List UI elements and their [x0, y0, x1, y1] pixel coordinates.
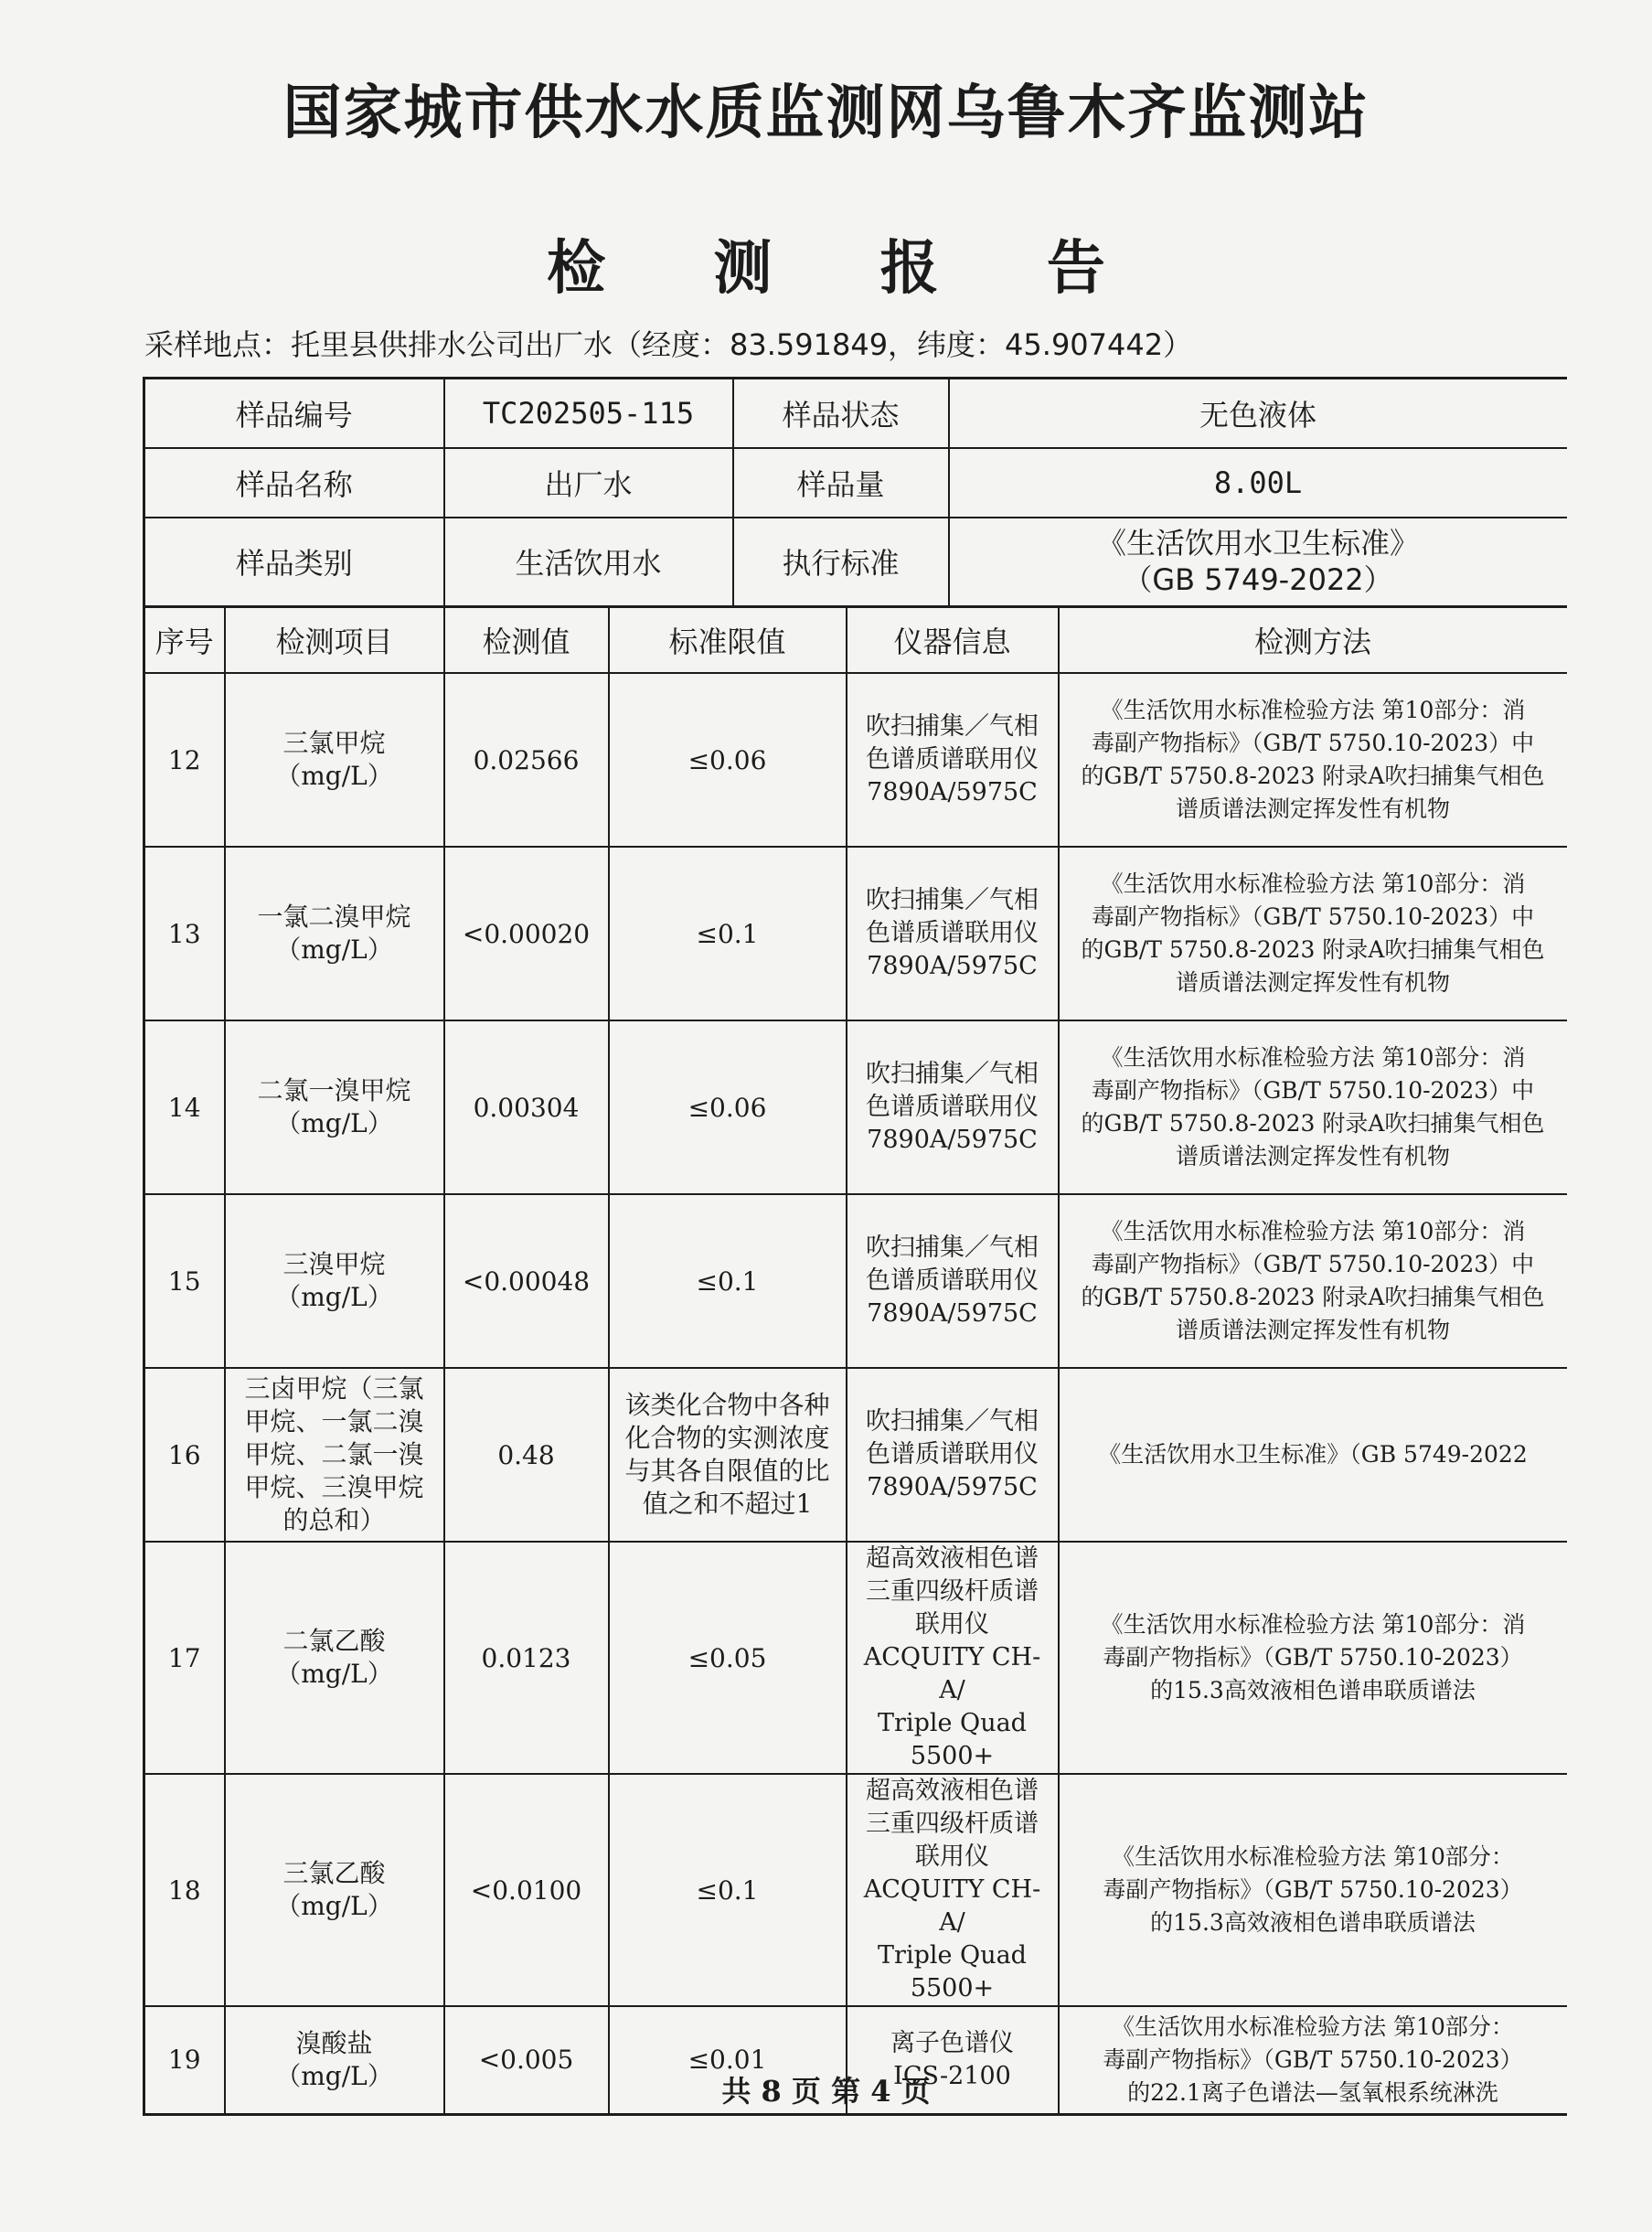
report-title: 检 测 报 告 [547, 235, 1149, 303]
header-value: 检测值 [444, 607, 609, 673]
row-item [225, 847, 444, 1020]
row-value: <0.00048 [444, 1194, 609, 1368]
sample-qty-label: 样品量 [733, 448, 949, 518]
row-method-line: 《生活饮用水标准检验方法 第10部分：消 [1100, 1218, 1526, 1244]
row-value: <0.00020 [444, 847, 609, 1020]
row-method-line: 《生活饮用水标准检验方法 第10部分：消 [1100, 870, 1526, 897]
table-row [144, 1542, 1567, 1774]
row-item-unit: （mg/L） [275, 1108, 393, 1138]
row-seq: 16 [144, 1368, 225, 1542]
row-limit-line: 该类化合物中各种 [624, 1390, 830, 1420]
row-instrument-line: 7890A/5975C [867, 778, 1038, 806]
row-item-name: 三氯甲烷 [282, 728, 386, 758]
row-item-line: 甲烷、三溴甲烷 [244, 1472, 424, 1502]
row-method-line: 谱质谱法测定挥发性有机物 [1175, 1143, 1450, 1169]
row-item-unit: （mg/L） [275, 934, 393, 965]
row-instrument [847, 1774, 1059, 2006]
row-instrument-line: 7890A/5975C [867, 952, 1038, 980]
row-method [1059, 847, 1567, 1020]
sample-name-label: 样品名称 [144, 448, 444, 518]
row-seq: 15 [144, 1194, 225, 1368]
row-limit-line: 与其各自限值的比 [624, 1456, 830, 1486]
row-item-name: 三溴甲烷 [282, 1249, 386, 1279]
row-method-line: 的15.3高效液相色谱串联质谱法 [1150, 1909, 1476, 1936]
row-method-line: 的GB/T 5750.8-2023 附录A吹扫捕集气相色 [1081, 936, 1545, 963]
row-value: 0.0123 [444, 1542, 609, 1774]
row-method-line: 毒副产物指标》（GB/T 5750.10-2023）中 [1091, 730, 1535, 756]
table-row [144, 1774, 1567, 2006]
row-method-line: 谱质谱法测定挥发性有机物 [1175, 796, 1450, 822]
sample-state-value: 无色液体 [949, 379, 1567, 448]
row-method-line: 《生活饮用水卫生标准》（GB 5749-2022 [1098, 1441, 1528, 1468]
row-instrument [847, 847, 1059, 1020]
row-item-unit: （mg/L） [275, 761, 393, 791]
row-method-line: 毒副产物指标》（GB/T 5750.10-2023） [1103, 1876, 1523, 1903]
table-row [144, 1194, 1567, 1368]
sampling-site: 采样地点：托里县供排水公司出厂水（经度：83.591849，纬度：45.907442） [144, 327, 1193, 362]
row-method [1059, 1368, 1567, 1542]
row-method-line: 的15.3高效液相色谱串联质谱法 [1150, 1677, 1476, 1703]
row-instrument-line: 联用仪 [915, 1610, 989, 1639]
row-limit: ≤0.06 [609, 1020, 847, 1194]
table-row [144, 1368, 1567, 1542]
row-method-line: 《生活饮用水标准检验方法 第10部分： [1112, 1843, 1514, 1870]
row-method-line: 《生活饮用水标准检验方法 第10部分： [1112, 2013, 1514, 2040]
row-instrument-line: 吹扫捕集／气相 [866, 1407, 1039, 1436]
row-limit: ≤0.05 [609, 1542, 847, 1774]
row-method-line: 的GB/T 5750.8-2023 附录A吹扫捕集气相色 [1081, 763, 1545, 789]
row-item-unit: （mg/L） [275, 1659, 393, 1689]
row-method-line: 毒副产物指标》（GB/T 5750.10-2023） [1103, 2045, 1523, 2073]
row-item-unit: （mg/L） [275, 2060, 393, 2091]
row-instrument [847, 1542, 1059, 1774]
row-instrument-line: 色谱质谱联用仪 [866, 1266, 1039, 1295]
row-limit-line: 化合物的实测浓度 [624, 1423, 830, 1453]
row-instrument-line: 离子色谱仪 [890, 2028, 1014, 2057]
standard-value [949, 518, 1567, 607]
row-limit [609, 1368, 847, 1542]
row-value: 0.02566 [444, 673, 609, 847]
row-instrument-line: 三重四级杆质谱 [866, 1577, 1039, 1606]
sample-no-label: 样品编号 [144, 379, 444, 448]
row-seq: 13 [144, 847, 225, 1020]
row-instrument-line: 7890A/5975C [867, 1299, 1038, 1328]
row-instrument-line: 7890A/5975C [867, 1126, 1038, 1154]
row-instrument-line: 7890A/5975C [867, 1473, 1038, 1501]
row-value: <0.005 [444, 2006, 609, 2114]
row-instrument [847, 1194, 1059, 1368]
page-footer: 共 8 页 第 4 页 [721, 2074, 931, 2109]
row-instrument-line: 色谱质谱联用仪 [866, 919, 1039, 947]
row-item-name: 一氯二溴甲烷 [257, 902, 411, 932]
row-seq: 17 [144, 1542, 225, 1774]
row-method [1059, 1542, 1567, 1774]
row-method-line: 的GB/T 5750.8-2023 附录A吹扫捕集气相色 [1081, 1284, 1545, 1310]
row-item-line: 三卤甲烷（三氯 [244, 1373, 424, 1404]
row-instrument-line: 吹扫捕集／气相 [866, 886, 1039, 914]
row-item [225, 1542, 444, 1774]
row-method-line: 《生活饮用水标准检验方法 第10部分：消 [1100, 1044, 1526, 1071]
row-instrument [847, 1020, 1059, 1194]
row-limit: ≤0.06 [609, 673, 847, 847]
row-seq: 19 [144, 2006, 225, 2114]
row-method-line: 毒副产物指标》（GB/T 5750.10-2023）中 [1091, 1251, 1535, 1277]
row-limit: ≤0.01 [609, 2006, 847, 2114]
row-instrument-line: 吹扫捕集／气相 [866, 1233, 1039, 1262]
row-method-line: 谱质谱法测定挥发性有机物 [1175, 1317, 1450, 1343]
row-method-line: 毒副产物指标》（GB/T 5750.10-2023）中 [1091, 1077, 1535, 1104]
row-instrument [847, 1368, 1059, 1542]
row-instrument-line: 吹扫捕集／气相 [866, 1060, 1039, 1088]
sample-name-value: 出厂水 [444, 448, 733, 518]
standard-line-1: 《生活饮用水卫生标准》 [1096, 526, 1419, 561]
row-instrument-line: Triple Quad [878, 1941, 1027, 1970]
row-item-name: 二氯乙酸 [282, 1626, 386, 1656]
row-method-line: 毒副产物指标》（GB/T 5750.10-2023）中 [1091, 903, 1535, 930]
standard-label: 执行标准 [733, 518, 949, 607]
table-row [144, 1020, 1567, 1194]
row-seq: 18 [144, 1774, 225, 2006]
row-item [225, 1774, 444, 2006]
row-instrument-line: 三重四级杆质谱 [866, 1810, 1039, 1838]
row-instrument-line: 色谱质谱联用仪 [866, 745, 1039, 774]
row-method [1059, 1020, 1567, 1194]
row-instrument-line: 色谱质谱联用仪 [866, 1440, 1039, 1468]
row-item-name: 溴酸盐 [295, 2027, 373, 2058]
header-item: 检测项目 [225, 607, 444, 673]
row-method [1059, 1774, 1567, 2006]
row-method [1059, 673, 1567, 847]
table-row [144, 847, 1567, 1020]
row-instrument-line: 联用仪 [915, 1842, 989, 1871]
table-row [144, 673, 1567, 847]
row-limit: ≤0.1 [609, 1194, 847, 1368]
row-method-line: 《生活饮用水标准检验方法 第10部分：消 [1100, 697, 1526, 723]
row-limit: ≤0.1 [609, 847, 847, 1020]
row-method [1059, 1194, 1567, 1368]
sample-category-label: 样品类别 [144, 518, 444, 607]
results-table [143, 607, 1567, 2116]
organization-title: 国家城市供水水质监测网乌鲁木齐监测站 [282, 80, 1370, 147]
row-method-line: 《生活饮用水标准检验方法 第10部分：消 [1100, 1611, 1526, 1638]
row-item-unit: （mg/L） [275, 1282, 393, 1312]
row-value: 0.00304 [444, 1020, 609, 1194]
sample-qty-value: 8.00L [949, 448, 1567, 518]
row-limit-line: 值之和不超过1 [642, 1489, 813, 1519]
row-limit: ≤0.1 [609, 1774, 847, 2006]
row-method-line: 的GB/T 5750.8-2023 附录A吹扫捕集气相色 [1081, 1110, 1545, 1137]
row-instrument-line: 超高效液相色谱 [866, 1777, 1039, 1805]
header-limit: 标准限值 [609, 607, 847, 673]
row-method-line: 毒副产物指标》（GB/T 5750.10-2023） [1103, 1644, 1523, 1671]
row-item-unit: （mg/L） [275, 1891, 393, 1921]
row-item-name: 三氯乙酸 [282, 1858, 386, 1888]
row-instrument-line: ICS-2100 [893, 2061, 1011, 2090]
row-item-line: 甲烷、二氯一溴 [244, 1439, 424, 1469]
row-instrument [847, 673, 1059, 847]
row-item [225, 1194, 444, 1368]
row-instrument-line: ACQUITY CH-A/ [863, 1875, 1041, 1937]
row-instrument-line: Triple Quad [878, 1709, 1027, 1737]
row-seq: 14 [144, 1020, 225, 1194]
sample-category-value: 生活饮用水 [444, 518, 733, 607]
row-instrument-line: 超高效液相色谱 [866, 1544, 1039, 1573]
row-method-line: 谱质谱法测定挥发性有机物 [1175, 969, 1450, 996]
row-item-line: 的总和） [282, 1505, 386, 1535]
row-instrument-line: ACQUITY CH-A/ [863, 1643, 1041, 1704]
sample-state-label: 样品状态 [733, 379, 949, 448]
header-seq: 序号 [144, 607, 225, 673]
row-item-name: 二氯一溴甲烷 [257, 1075, 411, 1105]
row-item [225, 1368, 444, 1542]
standard-line-2: （GB 5749-2022） [1123, 562, 1393, 598]
row-instrument-line: 吹扫捕集／气相 [866, 712, 1039, 741]
sample-no-value: TC202505-115 [444, 379, 733, 448]
row-item-line: 甲烷、一氯二溴 [244, 1406, 424, 1436]
row-instrument-line: 5500+ [910, 1742, 995, 1770]
row-item [225, 1020, 444, 1194]
row-item [225, 673, 444, 847]
header-method: 检测方法 [1059, 607, 1567, 673]
header-instrument: 仪器信息 [847, 607, 1059, 673]
sample-info-table [143, 377, 1567, 608]
row-instrument-line: 5500+ [910, 1974, 995, 2002]
row-instrument-line: 色谱质谱联用仪 [866, 1093, 1039, 1121]
row-seq: 12 [144, 673, 225, 847]
row-value: 0.48 [444, 1368, 609, 1542]
row-method-line: 的22.1离子色谱法—氢氧根系统淋洗 [1127, 2078, 1498, 2106]
row-value: <0.0100 [444, 1774, 609, 2006]
